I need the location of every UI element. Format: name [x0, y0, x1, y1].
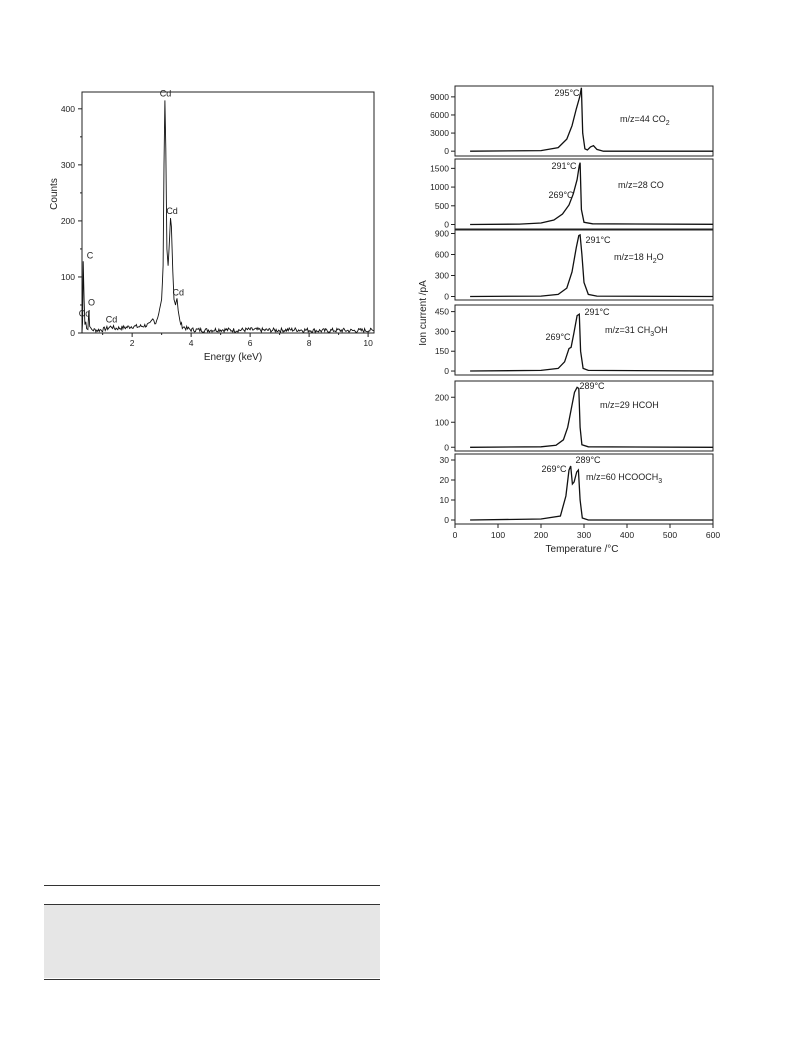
tpd-panel [435, 305, 713, 376]
tpd-species-label: m/z=18 $H_2O$ [614, 252, 664, 265]
tpd-species-label: m/z=31 $CH_3OH$ [605, 325, 668, 338]
tpd-y-tick-label: 300 [434, 270, 449, 281]
tpd-x-tick-label: 200 [533, 530, 549, 540]
tpd-peak-temperature: 295°C [554, 88, 580, 98]
tpd-panel [435, 381, 713, 452]
tpd-y-tick-label: 200 [434, 392, 449, 403]
tpd-curve [470, 163, 713, 225]
tpd-x-tick-label: 100 [490, 530, 506, 540]
tpd-peak-temperature: 269°C [548, 190, 574, 200]
tpd-y-tick-label: 0 [444, 219, 449, 230]
eds-x-tick-label: 6 [247, 338, 253, 348]
tpd-peak-temperature: 269°C [541, 464, 567, 474]
tpd-peak-temperature: 291°C [551, 161, 577, 171]
table-top-rule [44, 885, 380, 886]
tpd-species-label: m/z=29 HCOH [600, 400, 659, 410]
eds-peak-label: Cd [172, 287, 185, 298]
tpd-panel-frame [455, 159, 713, 229]
tpd-panel [430, 159, 713, 230]
tpd-x-tick-label: 500 [662, 530, 678, 540]
tpd-y-tick-label: 0 [444, 366, 449, 377]
tpd-y-tick-label: 900 [434, 228, 449, 239]
eds-y-tick-label: 100 [60, 271, 75, 282]
tpd-y-axis-label: Ion current /pA [418, 280, 429, 346]
tpd-y-tick-label: 9000 [430, 91, 449, 102]
tpd-panel-frame [455, 230, 713, 300]
eds-x-tick-label: 2 [129, 338, 135, 348]
tpd-y-tick-label: 600 [434, 249, 449, 260]
tpd-y-tick-label: 300 [434, 326, 449, 337]
eds-y-tick-label: 400 [60, 103, 75, 114]
eds-x-tick-label: 4 [188, 338, 194, 348]
table-bottom-rule [44, 979, 380, 980]
tpd-panel [440, 454, 713, 525]
tpd-y-tick-label: 3000 [430, 128, 449, 139]
eds-y-tick-label: 300 [60, 159, 75, 170]
tpd-species-label: m/z=60 $HCOOCH_3$ [586, 472, 663, 485]
eds-peak-label: Cd [78, 308, 91, 319]
tpd-panel [430, 86, 713, 156]
tpd-y-tick-label: 0 [444, 291, 449, 302]
tpd-curve [470, 387, 713, 447]
tpd-peak-temperature: 291°C [585, 235, 611, 245]
tpd-peak-temperature: 269°C [545, 332, 571, 342]
tpd-y-tick-label: 0 [444, 442, 449, 453]
tpd-panels [430, 86, 713, 525]
tpd-y-tick-label: 0 [444, 515, 449, 525]
tpd-y-tick-label: 0 [444, 146, 449, 157]
eds-x-tick-label: 10 [363, 338, 373, 348]
tpd-x-tick-label: 600 [705, 530, 721, 540]
tpd-x-tick-label: 0 [452, 530, 458, 540]
eds-peak-label: Cd [159, 88, 172, 99]
tpd-panel-frame [455, 381, 713, 451]
eds-peak-label: Cd [166, 206, 178, 217]
tpd-x-ticks [453, 524, 721, 540]
tpd-y-tick-label: 1500 [430, 163, 449, 174]
eds-y-tick-label: 0 [70, 328, 75, 338]
tpd-y-tick-label: 10 [439, 495, 449, 505]
tpd-y-tick-label: 1000 [430, 182, 449, 193]
eds-peak-label: O [87, 297, 95, 308]
table-body-shading [44, 905, 380, 978]
tpd-y-tick-label: 500 [434, 200, 449, 211]
tpd-peak-temperature: 289°C [579, 381, 605, 391]
tpd-species-label: m/z=28 CO [618, 180, 664, 190]
tpd-x-tick-label: 300 [576, 530, 592, 540]
eds-y-axis-label: Counts [49, 178, 60, 210]
eds-x-tick-label: 8 [306, 338, 312, 348]
eds-peak-label: C [86, 250, 94, 261]
tpd-species-label: m/z=44 $CO_2$ [620, 114, 670, 127]
tpd-y-tick-label: 450 [434, 306, 449, 317]
eds-x-axis-label: Energy (keV) [203, 352, 263, 363]
tpd-x-axis-label: Temperature /°C [545, 544, 619, 555]
eds-y-tick-label: 200 [60, 215, 75, 226]
tpd-x-tick-label: 400 [619, 530, 635, 540]
tpd-y-tick-label: 30 [439, 455, 449, 465]
tpd-peak-temperature: 289°C [575, 455, 601, 465]
tpd-y-tick-label: 150 [434, 346, 449, 357]
tpd-y-tick-label: 20 [439, 475, 449, 485]
tpd-curve [470, 88, 713, 151]
eds-peak-label: Cd [105, 314, 118, 325]
tpd-peak-temperature: 291°C [584, 307, 610, 317]
tpd-curve [470, 314, 713, 371]
tpd-panel [435, 229, 713, 302]
tpd-y-tick-label: 100 [434, 417, 449, 428]
tpd-y-tick-label: 6000 [430, 109, 449, 120]
